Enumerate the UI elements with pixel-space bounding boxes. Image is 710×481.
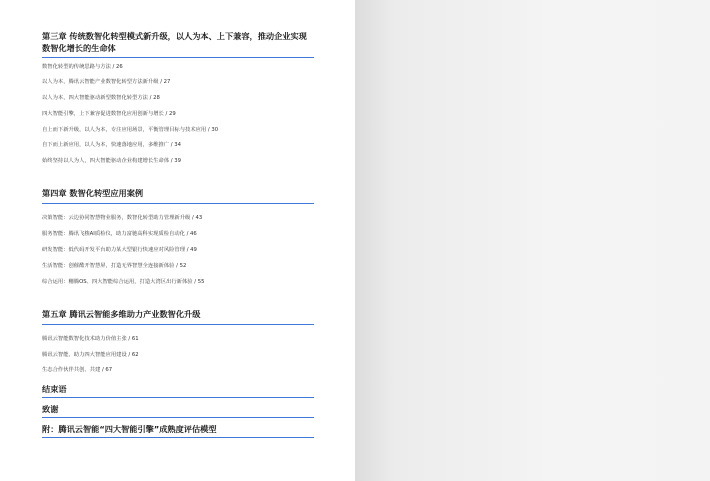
toc-entry[interactable]: 腾讯云智能数智化技术助力价值主张 / 61 — [42, 336, 139, 342]
blank-facing-page — [355, 0, 710, 481]
toc-entry[interactable]: 综合运用：穗腾OS、四大智能综合运用，打造大湾区出行新体验 / 55 — [42, 279, 205, 285]
toc-entry[interactable]: 以人为本，腾讯云智能产业数智化转型方法新升级 / 27 — [42, 79, 171, 85]
toc-entry[interactable]: 始终坚持以人为人，四大智能驱动企业构建增长生命体 / 39 — [42, 158, 182, 164]
toc-entry[interactable]: 腾讯云智能、助力四大智能应用建设 / 62 — [42, 352, 139, 358]
acknowledgements-heading[interactable]: 致谢 — [42, 404, 314, 418]
toc-entry[interactable]: 生活智能：创催酷开智慧屏，打造无界智慧全连接新体验 / 52 — [42, 263, 187, 269]
chapter-4 — [42, 188, 314, 204]
chapter-title[interactable]: 第四章 数智化转型应用案例 — [42, 188, 314, 204]
chapter-title[interactable]: 第三章 传统数智化转型模式新升级，以人为本、上下兼容，推动企业实现数智化增长的生命体 — [42, 31, 314, 58]
toc-entry[interactable]: 研发智能：低代码开发平台助力某大型银行快速应对风险管理 / 49 — [42, 247, 197, 253]
toc-entry[interactable]: 生态合作伙伴共创、共建 / 67 — [42, 367, 113, 373]
conclusion-heading[interactable]: 结束语 — [42, 384, 314, 398]
toc-entry[interactable]: 决策智能：云边协同智慧物业服务，数智化转型助力管理新升级 / 43 — [42, 215, 203, 221]
chapter-title[interactable]: 第五章 腾讯云智能多维助力产业数智化升级 — [42, 309, 314, 325]
chapter-3 — [42, 31, 314, 58]
toc-entry[interactable]: 自上而下新升级，以人为本，专注应用场景，平衡管理目标与技术应用 / 30 — [42, 127, 219, 133]
chapter-5 — [42, 309, 314, 325]
toc-entry[interactable]: 数智化转型的传统思路与方法 / 26 — [42, 64, 123, 70]
toc-entry[interactable]: 四大智能引擎，上下兼容促进数智化应用创新与增长 / 29 — [42, 111, 176, 117]
toc-entry[interactable]: 以人为本，四大智能驱动新型数智化转型方法 / 28 — [42, 95, 160, 101]
appendix-heading[interactable]: 附：腾讯云智能“四大智能引擎”成熟度评估模型 — [42, 424, 314, 438]
toc-entry[interactable]: 服务智能：腾讯飞梭AI质检仪，助力富驰高科实现质检自动化 / 46 — [42, 231, 197, 237]
toc-entry[interactable]: 自下而上新应用，以人为本，快速落地应用，多维推广 / 34 — [42, 142, 182, 148]
